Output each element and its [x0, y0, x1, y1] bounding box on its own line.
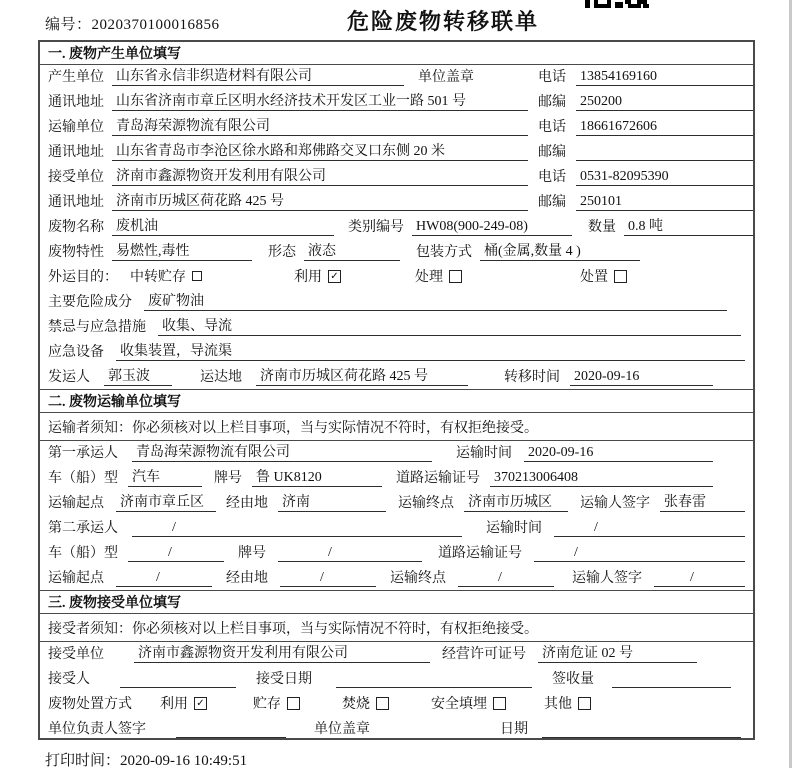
carrier-sign2-label: 运输人签字 [572, 571, 642, 586]
origin2-label: 运输起点 [48, 571, 104, 586]
disposal-option-landfill [431, 693, 506, 713]
form-state-label: 形态 [268, 245, 296, 260]
phone2-group [538, 116, 753, 136]
checkbox-disposal-incinerate-icon [376, 697, 389, 710]
disposal-option-utilize [160, 693, 207, 713]
row-hazard-components [40, 290, 753, 315]
via1-label: 经由地 [226, 496, 268, 511]
row-first-carrier [40, 441, 753, 466]
zip3-group [538, 191, 753, 211]
purpose-treat-label: 处理 [415, 270, 443, 285]
plate2-value: / [278, 545, 422, 562]
taboo-label: 禁忌与应急措施 [48, 320, 146, 335]
endpoint1-label: 运输终点 [398, 496, 454, 511]
row-transfer-purpose [40, 265, 753, 290]
receiver-label: 接受单位 [48, 170, 104, 185]
disposal-option-store [253, 693, 300, 713]
zip3-value: 250101 [576, 194, 753, 211]
carrier2-label: 第二承运人 [48, 521, 118, 536]
shipper-value: 郭玉波 [104, 365, 172, 386]
row-accept-unit [40, 642, 753, 667]
acceptor-label: 接受人 [48, 672, 90, 687]
manifest-form [38, 40, 755, 740]
disposal-option-incinerate [342, 693, 389, 713]
carrier-sign2-value: / [654, 570, 745, 587]
row-disposal-method [40, 692, 753, 717]
destination-label: 运达地 [200, 370, 242, 385]
form-state-value: 液态 [304, 240, 400, 261]
row-emergency-equipment [40, 340, 753, 365]
producer-value: 山东省永信非织造材料有限公司 [112, 65, 404, 86]
purpose-option-utilize [294, 266, 341, 286]
section3-header: 三. 废物接受单位填写 [40, 590, 753, 614]
destination-value: 济南市历城区荷花路 425 号 [256, 365, 468, 386]
hazard-label: 主要危险成分 [48, 295, 132, 310]
road-permit2-label: 道路运输证号 [438, 546, 522, 561]
row-transporter-address [40, 140, 753, 165]
purpose-dispose-label: 处置 [580, 270, 608, 285]
vehicle-type2-label: 车（船）型 [48, 546, 118, 561]
row-second-carrier [40, 516, 753, 541]
row-vehicle1 [40, 466, 753, 491]
row-waste-name [40, 215, 753, 240]
row-taboo-measures [40, 315, 753, 340]
accept-unit-label: 接受单位 [48, 647, 104, 662]
zip2-label: 邮编 [538, 145, 566, 160]
purpose-option-dispose [580, 266, 627, 286]
phone1-group [538, 66, 753, 86]
plate1-value: 鲁 UK8120 [252, 466, 382, 487]
row-transporter [40, 115, 753, 140]
carrier-sign1-label: 运输人签字 [580, 496, 650, 511]
address1-value: 山东省济南市章丘区明水经济技术开发区工业一路 501 号 [112, 90, 528, 111]
section3-notice: 接受者须知：你必须核对以上栏目事项，当与实际情况不符时，有权拒绝接受。 [40, 614, 753, 642]
characteristics-value: 易燃性,毒性 [112, 240, 252, 261]
origin2-value: / [116, 570, 212, 587]
row-responsible-sign [40, 717, 753, 742]
row-producer [40, 65, 753, 90]
accept-date-label: 接受日期 [256, 672, 312, 687]
print-time [45, 749, 247, 768]
receiver-value: 济南市鑫源物资开发利用有限公司 [112, 165, 528, 186]
road-permit1-value: 370213006408 [490, 470, 713, 487]
responsible-sign-label: 单位负责人签字 [48, 722, 146, 737]
section1-header: 一. 废物产生单位填写 [40, 42, 753, 65]
carrier1-value: 青岛海荣源物流有限公司 [132, 441, 432, 462]
unit-seal-label: 单位盖章 [418, 70, 474, 85]
carrier2-value: / [132, 520, 462, 537]
zip1-group [538, 91, 753, 111]
print-time-label: 打印时间： [45, 753, 121, 768]
category-code-value: HW08(900-249-08) [412, 219, 572, 236]
waste-name-label: 废物名称 [48, 220, 104, 235]
disposal-label: 废物处置方式 [48, 697, 132, 712]
checkbox-disposal-landfill-icon [493, 697, 506, 710]
zip2-group [538, 141, 753, 161]
carrier-sign1-value: 张春雷 [660, 491, 745, 512]
section2-notice: 运输者须知：你必须核对以上栏目事项，当与实际情况不符时，有权拒绝接受。 [40, 413, 753, 441]
endpoint2-value: / [458, 570, 554, 587]
disposal-store-label: 贮存 [253, 697, 281, 712]
checkbox-disposal-utilize-icon: ✓ [194, 697, 207, 710]
characteristics-label: 废物特性 [48, 245, 104, 260]
via2-value: / [280, 570, 376, 587]
acceptor-value [120, 671, 236, 688]
endpoint1-value: 济南市历城区 [464, 491, 568, 512]
print-time-value: 2020-09-16 10:49:51 [120, 753, 248, 768]
road-permit2-value: / [534, 545, 745, 562]
purpose-option-storage [130, 266, 202, 286]
phone3-value: 0531-82095390 [576, 169, 753, 186]
license-label: 经营许可证号 [442, 647, 526, 662]
packaging-value: 桶(金属,数量 4 ) [480, 240, 640, 261]
transport-time2-value: / [554, 520, 745, 537]
transport-time1-label: 运输时间 [456, 446, 512, 461]
phone1-value: 13854169160 [576, 69, 753, 86]
checkbox-treat-icon [449, 270, 462, 283]
via2-label: 经由地 [226, 571, 268, 586]
page-edge-divider [789, 0, 792, 768]
license-value: 济南危证 02 号 [538, 642, 697, 663]
row-shipper [40, 365, 753, 390]
row-route1 [40, 491, 753, 516]
producer-label: 产生单位 [48, 70, 104, 85]
phone3-label: 电话 [538, 170, 566, 185]
purpose-utilize-label: 利用 [294, 270, 322, 285]
phone3-group [538, 166, 753, 186]
origin1-label: 运输起点 [48, 496, 104, 511]
unit-seal2-label: 单位盖章 [314, 722, 370, 737]
quantity-value: 0.8 吨 [624, 215, 753, 236]
date-label: 日期 [500, 722, 528, 737]
phone2-label: 电话 [538, 120, 566, 135]
transport-time2-label: 运输时间 [486, 521, 542, 536]
qr-code-fragment-icon [585, 0, 651, 9]
equipment-value: 收集装置，导流渠 [116, 340, 745, 361]
endpoint2-label: 运输终点 [390, 571, 446, 586]
purpose-option-treat [415, 266, 462, 286]
address3-label: 通讯地址 [48, 195, 104, 210]
purpose-storage-label: 中转贮存 [130, 270, 186, 285]
checkbox-disposal-other-icon [578, 697, 591, 710]
accept-date-value [336, 671, 532, 688]
serial-value: 2020370100016856 [91, 17, 220, 33]
waste-name-value: 废机油 [112, 215, 334, 236]
address1-label: 通讯地址 [48, 95, 104, 110]
vehicle-type2-value: / [128, 545, 224, 562]
page-title: 危险废物转移联单 [346, 9, 539, 34]
section2-header: 二. 废物运输单位填写 [40, 389, 753, 413]
row-receiver-address [40, 190, 753, 215]
received-qty-value [612, 671, 731, 688]
zip1-label: 邮编 [538, 95, 566, 110]
transporter-value: 青岛海荣源物流有限公司 [112, 115, 528, 136]
packaging-label: 包装方式 [416, 245, 472, 260]
serial-label: 编号： [45, 17, 92, 33]
transfer-time-label: 转移时间 [504, 370, 560, 385]
origin1-value: 济南市章丘区 [116, 491, 216, 512]
responsible-sign-value [176, 721, 286, 738]
checkbox-disposal-store-icon [287, 697, 300, 710]
checkbox-dispose-icon [614, 270, 627, 283]
checkbox-utilize-icon: ✓ [328, 270, 341, 283]
received-qty-label: 签收量 [552, 672, 594, 687]
road-permit1-label: 道路运输证号 [396, 471, 480, 486]
transport-time1-value: 2020-09-16 [524, 445, 713, 462]
accept-unit-value: 济南市鑫源物资开发利用有限公司 [134, 642, 430, 663]
plate2-label: 牌号 [238, 546, 266, 561]
row-producer-address [40, 90, 753, 115]
quantity-label: 数量 [588, 220, 616, 235]
equipment-label: 应急设备 [48, 345, 104, 360]
row-waste-characteristics [40, 240, 753, 265]
purpose-label: 外运目的： [48, 270, 118, 285]
hazard-value: 废矿物油 [144, 290, 727, 311]
disposal-other-label: 其他 [544, 697, 572, 712]
address3-value: 济南市历城区荷花路 425 号 [112, 190, 528, 211]
transporter-label: 运输单位 [48, 120, 104, 135]
row-receiver [40, 165, 753, 190]
via1-value: 济南 [278, 491, 386, 512]
disposal-option-other [544, 693, 591, 713]
row-vehicle2 [40, 541, 753, 566]
shipper-label: 发运人 [48, 370, 90, 385]
plate1-label: 牌号 [214, 471, 242, 486]
vehicle-type1-label: 车（船）型 [48, 471, 118, 486]
date-value [542, 721, 741, 738]
zip2-value [576, 144, 753, 161]
taboo-value: 收集、导流 [158, 315, 741, 336]
disposal-utilize-label: 利用 [160, 697, 188, 712]
zip1-value: 250200 [576, 94, 753, 111]
phone1-label: 电话 [538, 70, 566, 85]
carrier1-label: 第一承运人 [48, 446, 118, 461]
zip3-label: 邮编 [538, 195, 566, 210]
row-acceptor [40, 667, 753, 692]
row-route2 [40, 566, 753, 591]
phone2-value: 18661672606 [576, 119, 753, 136]
transfer-time-value: 2020-09-16 [570, 369, 713, 386]
disposal-landfill-label: 安全填埋 [431, 697, 487, 712]
category-code-label: 类别编号 [348, 220, 404, 235]
disposal-incinerate-label: 焚烧 [342, 697, 370, 712]
address2-value: 山东省青岛市李沧区徐水路和郑佛路交叉口东侧 20 米 [112, 140, 528, 161]
vehicle-type1-value: 汽车 [128, 466, 202, 487]
checkbox-storage-icon [192, 271, 202, 281]
address2-label: 通讯地址 [48, 145, 104, 160]
